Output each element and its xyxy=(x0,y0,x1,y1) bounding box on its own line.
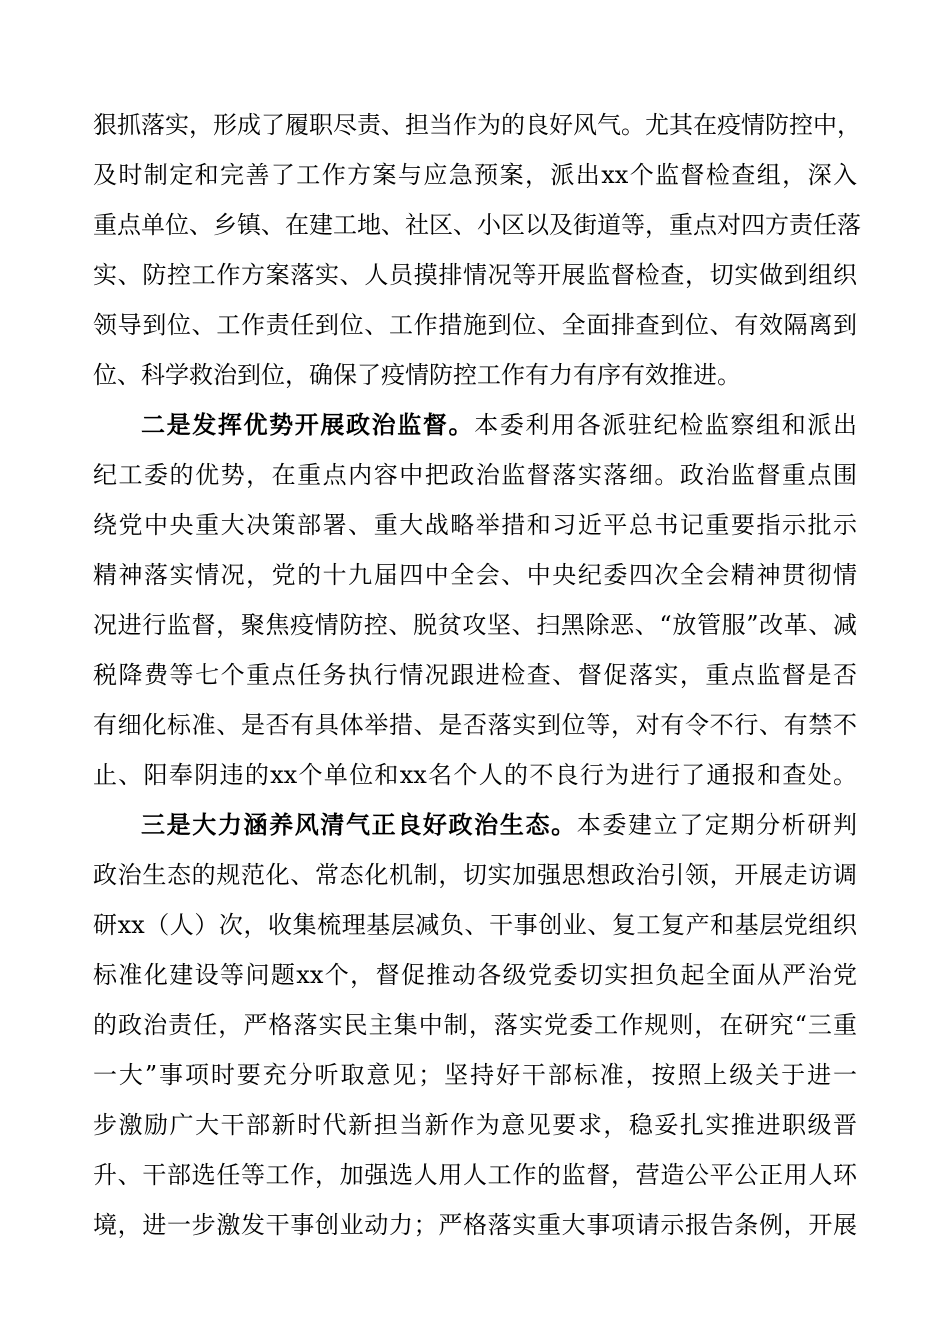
text-line-first xyxy=(141,800,857,850)
text-line: 精神落实情况，党的十九届四中全会、中央纪委四次全会精神贯彻情 xyxy=(93,561,857,589)
text-line: 境，进一步激发干事创业动力；严格落实重大事项请示报告条例，开展 xyxy=(93,1211,857,1239)
paragraph-heading: 三是大力涵养风清气正良好政治生态。 xyxy=(141,810,577,839)
text-line: 税降费等七个重点任务执行情况跟进检查、督促落实，重点监督是否 xyxy=(93,661,857,689)
text-line: 纪工委的优势，在重点内容中把政治监督落实落细。政治监督重点围 xyxy=(93,461,857,489)
text-line: 研xx（人）次，收集梳理基层减负、干事创业、复工复产和基层党组织 xyxy=(93,911,857,939)
paragraph-heading: 二是发挥优势开展政治监督。 xyxy=(141,410,475,439)
text-line: 一大”事项时要充分听取意见；坚持好干部标准，按照上级关于进一 xyxy=(93,1061,857,1089)
text-line-first xyxy=(141,400,857,450)
text-line: 止、阳奉阴违的xx个单位和xx名个人的不良行为进行了通报和查处。 xyxy=(93,761,857,789)
text-line: 绕党中央重大决策部署、重大战略举措和习近平总书记重要指示批示 xyxy=(93,511,857,539)
text-line: 及时制定和完善了工作方案与应急预案，派出xx个监督检查组，深入 xyxy=(93,161,857,189)
text-line: 况进行监督，聚焦疫情防控、脱贫攻坚、扫黑除恶、“放管服”改革、减 xyxy=(93,611,857,639)
text-line: 步激励广大干部新时代新担当新作为意见要求，稳妥扎实推进职级晋 xyxy=(93,1111,857,1139)
text-line: 升、干部选任等工作，加强选人用人工作的监督，营造公平公正用人环 xyxy=(93,1161,857,1189)
text-line: 的政治责任，严格落实民主集中制，落实党委工作规则，在研究“三重 xyxy=(93,1011,857,1039)
paragraph-text: 本委建立了定期分析研判 xyxy=(576,811,857,839)
paragraph-text: 本委利用各派驻纪检监察组和派出 xyxy=(474,411,858,439)
text-line: 重点单位、乡镇、在建工地、社区、小区以及街道等，重点对四方责任落 xyxy=(93,211,861,239)
text-line: 标准化建设等问题xx个，督促推动各级党委切实担负起全面从严治党 xyxy=(93,961,857,989)
text-line: 政治生态的规范化、常态化机制，切实加强思想政治引领，开展走访调 xyxy=(93,861,857,889)
text-line: 领导到位、工作责任到位、工作措施到位、全面排查到位、有效隔离到 xyxy=(93,311,857,339)
text-line: 实、防控工作方案落实、人员摸排情况等开展监督检查，切实做到组织 xyxy=(93,261,857,289)
text-line: 有细化标准、是否有具体举措、是否落实到位等，对有令不行、有禁不 xyxy=(93,711,857,739)
text-line: 狠抓落实，形成了履职尽责、担当作为的良好风气。尤其在疫情防控中， xyxy=(93,111,861,139)
text-line: 位、科学救治到位，确保了疫情防控工作有力有序有效推进。 xyxy=(93,361,741,389)
